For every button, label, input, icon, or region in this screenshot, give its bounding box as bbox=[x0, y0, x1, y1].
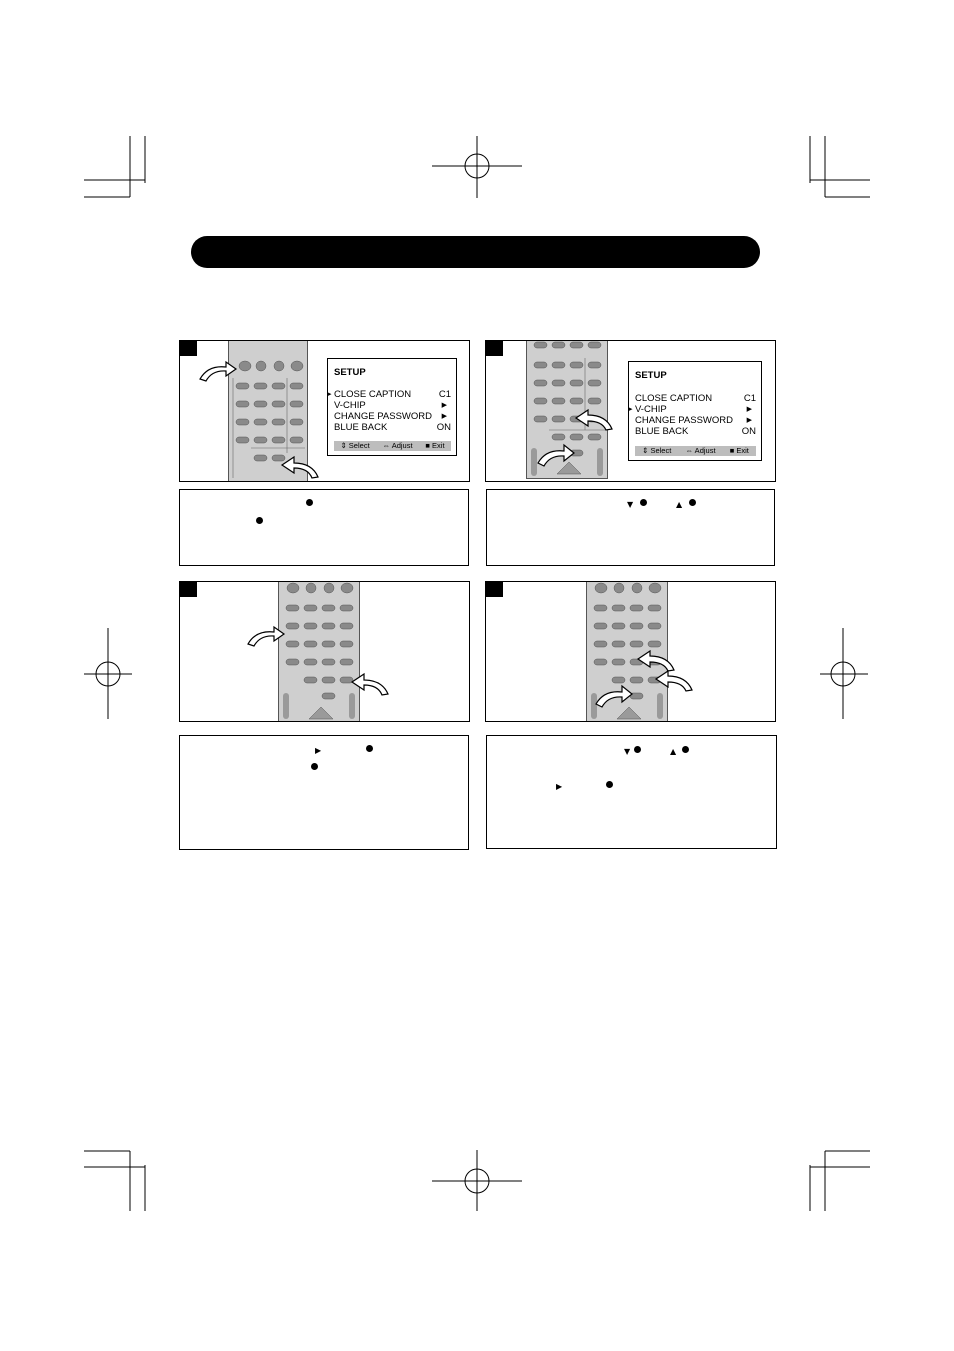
osd-row bbox=[635, 393, 756, 404]
osd-value: ▶ bbox=[746, 406, 752, 413]
right-arrow-icon: ▶ bbox=[556, 782, 563, 791]
osd-value: C1 bbox=[743, 393, 756, 404]
up-arrow-icon: ▲ bbox=[670, 747, 677, 756]
osd-row bbox=[629, 404, 756, 415]
osd-label: V-CHIP bbox=[635, 404, 667, 415]
down-arrow-icon: ▼ bbox=[627, 500, 634, 509]
osd-value: ON bbox=[436, 422, 451, 433]
osd-label: V-CHIP bbox=[334, 400, 366, 411]
osd-footer-exit: ■ Exit bbox=[425, 441, 445, 450]
curved-arrow-icon bbox=[536, 441, 576, 467]
round-button-dot-icon bbox=[311, 763, 318, 770]
osd-label: CLOSE CAPTION bbox=[334, 389, 412, 400]
step-4-illustration bbox=[485, 581, 776, 722]
osd-value: ▶ bbox=[441, 402, 447, 409]
step-number-badge bbox=[180, 582, 197, 597]
osd-row bbox=[635, 426, 756, 437]
step-number-badge bbox=[486, 582, 503, 597]
round-button-dot-icon bbox=[306, 499, 313, 506]
round-button-dot-icon bbox=[634, 746, 641, 753]
osd-row bbox=[334, 400, 451, 411]
remote-control-icon bbox=[278, 581, 360, 722]
step-3-instructions bbox=[179, 735, 469, 850]
round-button-dot-icon bbox=[640, 499, 647, 506]
up-arrow-icon: ▲ bbox=[676, 500, 683, 509]
setup-menu-screen bbox=[628, 361, 762, 461]
osd-footer bbox=[334, 441, 451, 451]
osd-label: CHANGE PASSWORD bbox=[334, 411, 433, 422]
round-button-dot-icon bbox=[366, 745, 373, 752]
step-number-badge bbox=[486, 341, 503, 356]
osd-footer bbox=[635, 446, 756, 456]
osd-cursor: ▸ bbox=[328, 391, 332, 398]
step-1-instructions bbox=[179, 489, 469, 566]
step-2-instructions bbox=[486, 489, 775, 566]
osd-row bbox=[635, 415, 756, 426]
osd-cursor: ▸ bbox=[629, 406, 633, 413]
curved-arrow-icon bbox=[654, 668, 694, 692]
round-button-dot-icon bbox=[606, 781, 613, 788]
osd-label: BLUE BACK bbox=[635, 426, 689, 437]
section-title-bar bbox=[191, 236, 760, 268]
osd-label: CLOSE CAPTION bbox=[635, 393, 713, 404]
osd-value: ON bbox=[741, 426, 756, 437]
osd-row bbox=[334, 422, 451, 433]
step-4-instructions bbox=[486, 735, 777, 849]
osd-value: ▶ bbox=[441, 413, 447, 420]
osd-footer-exit: ■ Exit bbox=[729, 446, 749, 455]
step-2-illustration bbox=[485, 340, 776, 482]
curved-arrow-icon bbox=[246, 624, 286, 648]
round-button-dot-icon bbox=[682, 746, 689, 753]
osd-footer-adjust: ⇔ Adjust bbox=[382, 441, 413, 450]
curved-arrow-icon bbox=[574, 407, 614, 431]
osd-row bbox=[334, 411, 451, 422]
curved-arrow-icon bbox=[198, 359, 238, 383]
step-number-badge bbox=[180, 341, 197, 356]
round-button-dot-icon bbox=[256, 517, 263, 524]
curved-arrow-icon bbox=[280, 453, 320, 479]
osd-footer-select: ⇕ Select bbox=[642, 446, 672, 455]
round-button-dot-icon bbox=[689, 499, 696, 506]
step-3-illustration bbox=[179, 581, 470, 722]
osd-label: BLUE BACK bbox=[334, 422, 388, 433]
curved-arrow-icon bbox=[350, 670, 390, 696]
step-1-illustration bbox=[179, 340, 470, 482]
osd-footer-adjust: ⇔ Adjust bbox=[685, 446, 716, 455]
osd-value: ▶ bbox=[746, 417, 752, 424]
osd-value: C1 bbox=[438, 389, 451, 400]
osd-label: CHANGE PASSWORD bbox=[635, 415, 734, 426]
right-arrow-icon: ▶ bbox=[315, 746, 322, 755]
osd-row bbox=[328, 389, 451, 400]
down-arrow-icon: ▼ bbox=[624, 747, 631, 756]
osd-footer-select: ⇕ Select bbox=[340, 441, 370, 450]
setup-menu-screen bbox=[327, 358, 457, 456]
osd-title: SETUP bbox=[334, 367, 366, 378]
osd-title: SETUP bbox=[635, 370, 667, 381]
curved-arrow-icon bbox=[594, 682, 634, 708]
